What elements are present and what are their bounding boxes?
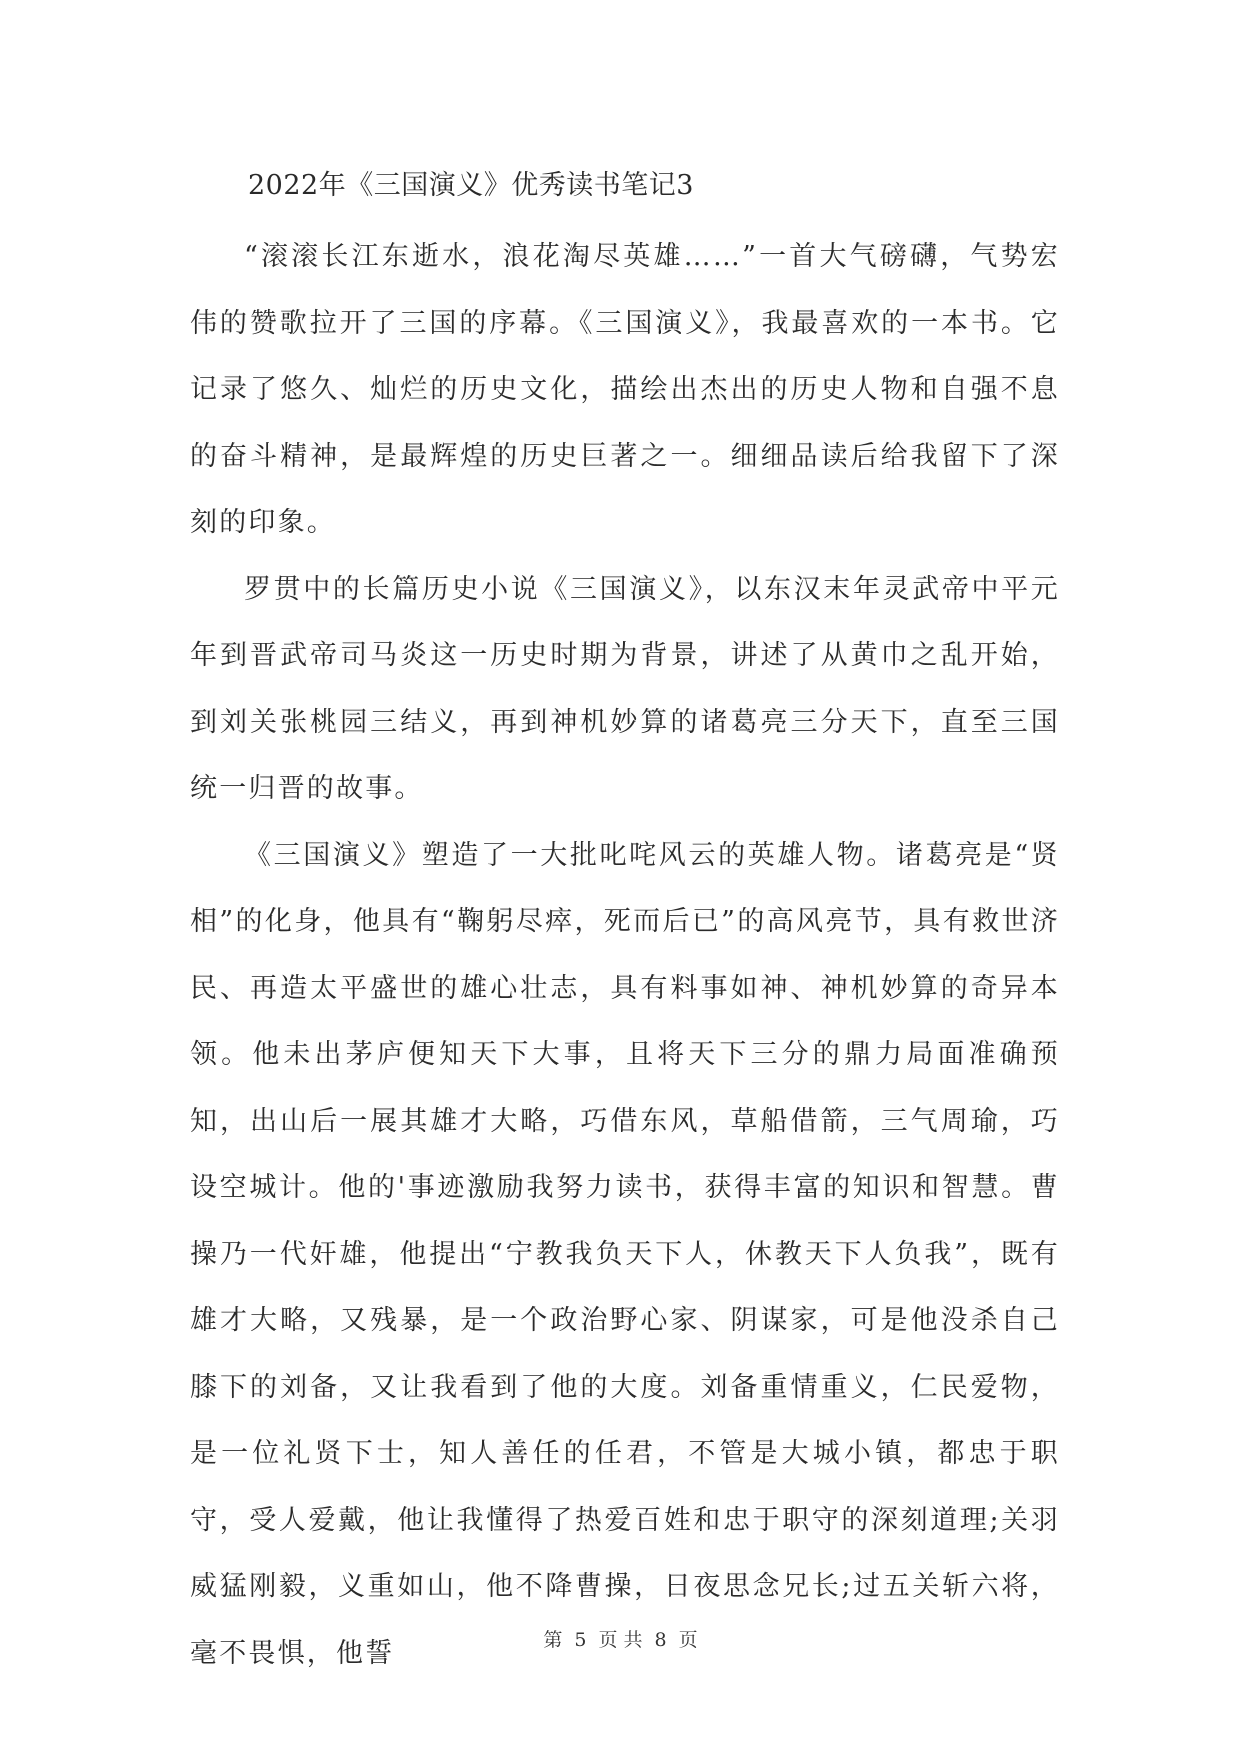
- paragraph: 罗贯中的长篇历史小说《三国演义》，以东汉末年灵武帝中平元年到晋武帝司马炎这一历史时期为背景，讲述了从黄巾之乱开始，到刘关张桃园三结义，再到神机妙算的诸葛亮三分天下，直至三国统一归晋的故事。: [190, 573, 1060, 804]
- page-mid: 页 共: [598, 1629, 643, 1651]
- paragraph: 《三国演义》塑造了一大批叱咤风云的英雄人物。诸葛亮是“贤相”的化身，他具有“鞠躬尽瘁，死而后已”的高风亮节，具有救世济民、再造太平盛世的雄心壮志，具有料事如神、神机妙算的奇异本领。他未出茅庐便知天下大事，且将天下三分的鼎力局面准确预知，出山后一展其雄才大略，巧借东风，草船借箭，三气周瑜，巧设空城计。他的'事迹激励我努力读书，获得丰富的知识和智慧。曹操乃一代奸雄，他提出“宁教我负天下人，休教天下人负我”，既有雄才大略，又残暴，是一个政治野心家、阴谋家，可是他没杀自己膝下的刘备，又让我看到了他的大度。刘备重情重义，仁民爱物，是一位礼贤下士，知人善任的任君，不管是大城小镇，都忠于职守，受人爱戴，他让我懂得了热爱百姓和忠于职守的深刻道理;关羽威猛刚毅，义重如山，他不降曹操，日夜思念兄长;过五关斩六将，毫不畏惧，他誓: [190, 839, 1060, 1669]
- page-prefix: 第: [543, 1629, 563, 1651]
- paragraph: “滚滚长江东逝水，浪花淘尽英雄……”一首大气磅礴，气势宏伟的赞歌拉开了三国的序幕。《三国演义》，我最喜欢的一本书。它记录了悠久、灿烂的历史文化，描绘出杰出的历史人物和自强不息的奋斗精神，是最辉煌的历史巨著之一。细细品读后给我留下了深刻的印象。: [190, 241, 1060, 538]
- total-pages: 8: [654, 1629, 667, 1651]
- document-title: 2022年《三国演义》优秀读书笔记3: [248, 170, 694, 201]
- page-suffix: 页: [678, 1629, 698, 1651]
- page-footer: [0, 1626, 1241, 1654]
- page-number: 5: [574, 1629, 587, 1651]
- document-body: [190, 224, 1060, 1687]
